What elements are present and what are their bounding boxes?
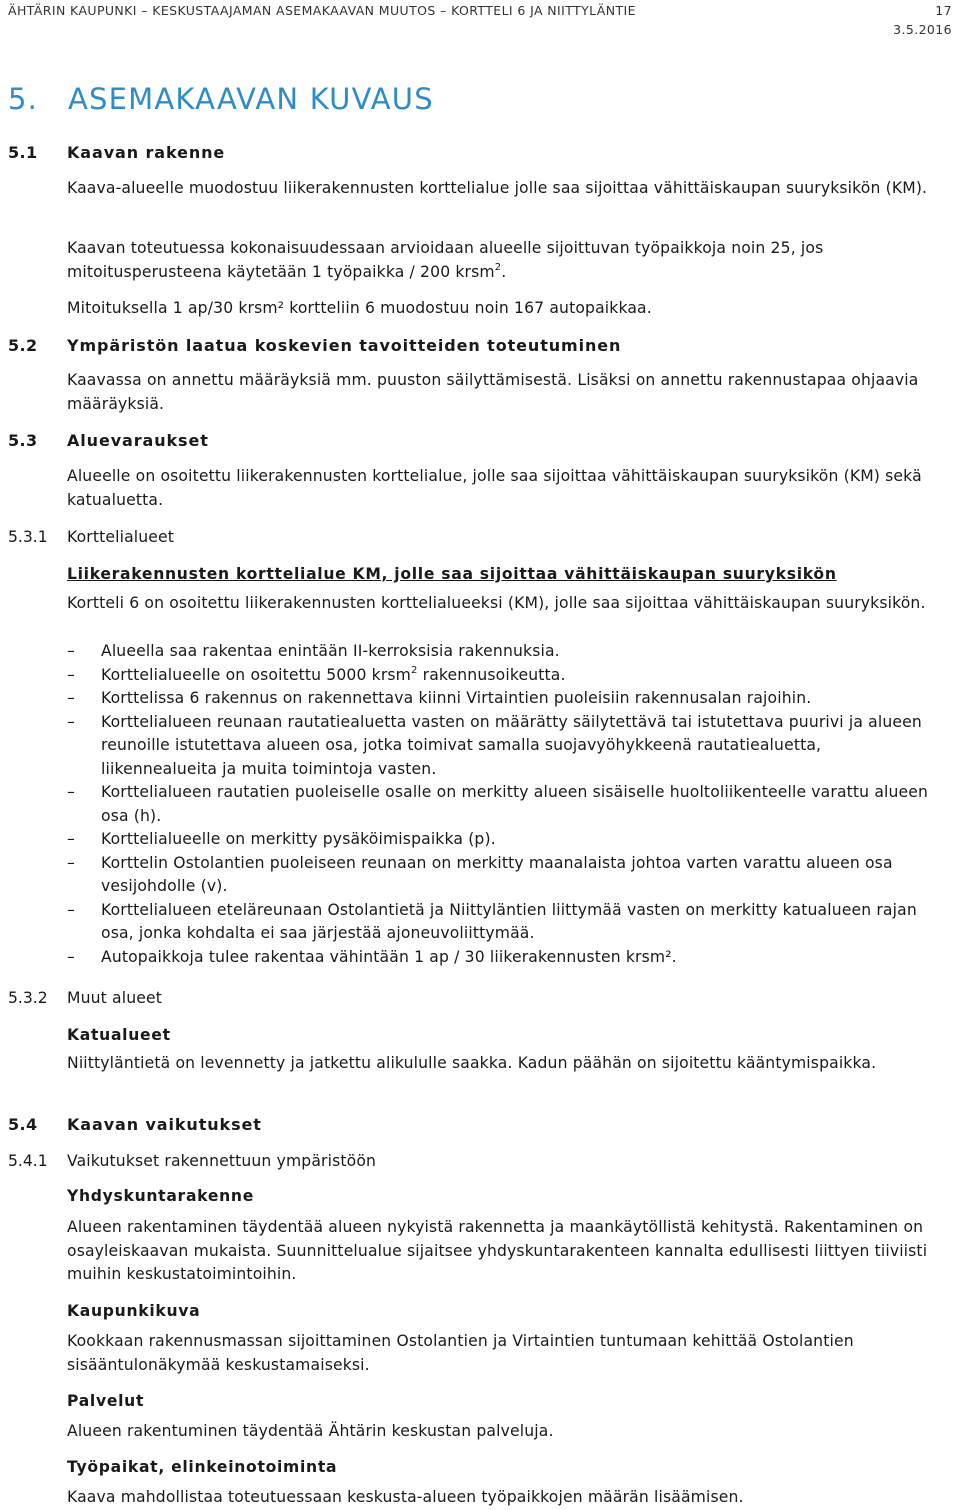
section-5-2-paragraph-1: Kaavassa on annettu määräyksiä mm. puuston säilyttämisestä. Lisäksi on annettu rakennustapaa ohjaavia määräyksiä. bbox=[67, 371, 919, 413]
section-5-1-title: Kaavan rakenne bbox=[67, 143, 226, 162]
paragraph-palvelut: Alueen rakentuminen täydentää Ähtärin keskustan palveluja. bbox=[67, 1422, 554, 1440]
list-item: – Korttelialueen rautatien puoleiselle osalle on merkitty alueen sisäiselle huoltoliikenteelle varattu alueen osa (h). bbox=[67, 783, 929, 825]
section-5-1-paragraph-1: Kaava-alueelle muodostuu liikerakennusten korttelialue jolle saa sijoittaa vähittäiskaupan suuryksikön (KM). bbox=[67, 179, 928, 197]
chapter-number: 5. bbox=[8, 82, 39, 116]
list-item: – Korttelialueelle on merkitty pysäköimispaikka (p). bbox=[67, 830, 496, 848]
subheading-tyopaikat: Työpaikat, elinkeinotoiminta bbox=[67, 1458, 338, 1476]
section-5-2-title: Ympäristön laatua koskevien tavoitteiden toteutuminen bbox=[67, 336, 622, 355]
subheading-kaupunkikuva: Kaupunkikuva bbox=[67, 1302, 201, 1320]
document-date: 3.5.2016 bbox=[893, 22, 952, 37]
section-5-3-1-subheading: Liikerakennusten korttelialue KM, jolle saa sijoittaa vähittäiskaupan suuryksikön bbox=[67, 565, 837, 583]
list-item: – Korttelin Ostolantien puoleiseen reunaan on merkitty maanalaista johtoa varten varattu alueen osa vesijohdolle (v). bbox=[67, 853, 893, 895]
section-5-3-1-number: 5.3.1 bbox=[8, 528, 48, 546]
subheading-yhdyskuntarakenne: Yhdyskuntarakenne bbox=[67, 1187, 254, 1205]
paragraph-kaupunkikuva: Kookkaan rakennusmassan sijoittaminen Ostolantien ja Virtaintien tuntumaan kehittää Ostolantien sisääntulonäkymää keskustamaiseksi. bbox=[67, 1332, 854, 1374]
page-header bbox=[8, 3, 952, 43]
paragraph-tyopaikat: Kaava mahdollistaa toteutuessaan keskusta-alueen työpaikkojen määrän lisäämisen. bbox=[67, 1488, 744, 1506]
subheading-palvelut: Palvelut bbox=[67, 1392, 145, 1410]
section-5-3-number: 5.3 bbox=[8, 431, 38, 450]
section-5-3-2-paragraph-1: Niittyläntietä on levennetty ja jatkettu alikululle saakka. Kadun päähän on sijoitettu kääntymispaikka. bbox=[67, 1054, 877, 1072]
section-5-3-1-intro: Kortteli 6 on osoitettu liikerakennusten korttelialueeksi (KM), jolle saa sijoittaa vähittäiskaupan suuryksikön. bbox=[67, 594, 926, 612]
section-5-1-paragraph-3: Mitoituksella 1 ap/30 krsm² kortteliin 6 muodostuu noin 167 autopaikkaa. bbox=[67, 299, 652, 317]
page-number: 17 bbox=[935, 3, 952, 18]
section-5-4-1-number: 5.4.1 bbox=[8, 1152, 48, 1170]
section-5-3-title: Aluevaraukset bbox=[67, 431, 209, 450]
section-5-1-paragraph-2: Kaavan toteutuessa kokonaisuudessaan arvioidaan alueelle sijoittuvan työpaikkoja noin 25, jos mitoitusperusteena käytetään 1 työpaikka / 200 krsm$^2$. bbox=[67, 239, 824, 281]
list-item: – Korttelissa 6 rakennus on rakennettava kiinni Virtaintien puoleisiin rakennusalan rajoihin. bbox=[67, 689, 812, 707]
list-item: – Autopaikkoja tulee rakentaa vähintään 1 ap / 30 liikerakennusten krsm². bbox=[67, 947, 677, 966]
list-item: – Korttelialueelle on osoitettu 5000 krsm$^2$ rakennusoikeutta. bbox=[67, 664, 566, 684]
section-5-3-2-subheading: Katualueet bbox=[67, 1026, 171, 1044]
section-5-3-2-title: Muut alueet bbox=[67, 989, 163, 1007]
list-item: – Alueella saa rakentaa enintään II-kerroksisia rakennuksia. bbox=[67, 642, 560, 660]
document-title: ÄHTÄRIN KAUPUNKI – KESKUSTAAJAMAN ASEMAKAAVAN MUUTOS – KORTTELI 6 JA NIITTYLÄNTIE bbox=[8, 3, 636, 18]
chapter-title: ASEMAKAAVAN KUVAUS bbox=[68, 82, 434, 116]
paragraph-yhdyskuntarakenne: Alueen rakentaminen täydentää alueen nykyistä rakennetta ja maankäytöllistä kehitystä. Rakentaminen on osayleiskaavan mukaista. Suunnittelualue sijaitsee yhdyskuntarakenteen kannalta edullisesti liittyen tiiviisti muihin keskustatoimintoihin. bbox=[67, 1218, 928, 1283]
list-item: – Korttelialueen reunaan rautatiealuetta vasten on määrätty säilytettävä tai istutettava puurivi ja alueen reunoille istutettava alueen osa, jotka toimivat samalla suojavyöhykkeenä rautatiealuetta, liikennealueita ja muita toimintoja vasten. bbox=[67, 712, 922, 778]
section-5-3-1-title: Korttelialueet bbox=[67, 528, 175, 546]
section-5-4-1-title: Vaikutukset rakennettuun ympäristöön bbox=[67, 1152, 377, 1170]
section-5-2-number: 5.2 bbox=[8, 336, 38, 355]
regulation-list bbox=[67, 640, 937, 969]
section-5-3-paragraph-1: Alueelle on osoitettu liikerakennusten korttelialue, jolle saa sijoittaa vähittäiskaupan suuryksikön (KM) sekä katualuetta. bbox=[67, 467, 922, 509]
section-5-1-number: 5.1 bbox=[8, 143, 38, 162]
list-item: – Korttelialueen eteläreunaan Ostolantietä ja Niittyläntien liittymää vasten on merkitty katualueen rajan osa, jonka kohdalta ei saa järjestää ajoneuvoliittymää. bbox=[67, 900, 917, 942]
section-5-4-number: 5.4 bbox=[8, 1115, 38, 1134]
section-5-3-2-number: 5.3.2 bbox=[8, 989, 48, 1007]
section-5-4-title: Kaavan vaikutukset bbox=[67, 1115, 262, 1134]
chapter-heading bbox=[8, 82, 434, 116]
